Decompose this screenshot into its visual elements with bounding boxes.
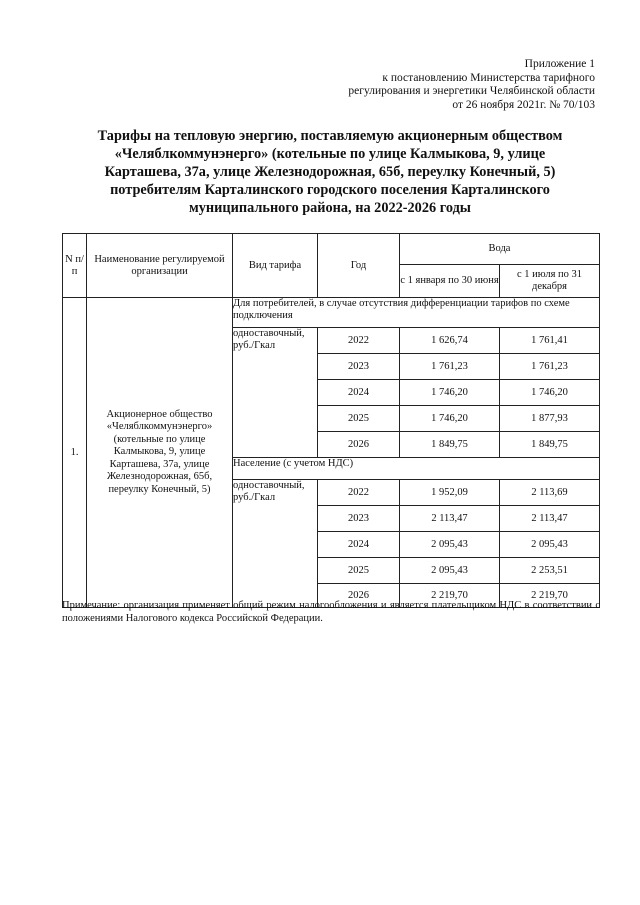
header-org: Наименование регулируемой организации: [87, 234, 233, 298]
footnote: Примечание: организация применяет общий режим налогообложения и является плательщиком НДС в соответствии с положениями Налогового кодекса Российской Федерации.: [62, 600, 600, 624]
year-cell: 2024: [318, 532, 400, 558]
appendix-line: от 26 ноября 2021г. № 70/103: [452, 98, 595, 111]
year-cell: 2026: [318, 432, 400, 458]
appendix-line: к постановлению Министерства тарифного: [382, 71, 595, 84]
document-title: [60, 127, 600, 217]
header-year: Год: [318, 234, 400, 298]
value-cell: 2 113,47: [500, 506, 600, 532]
appendix-line: Приложение 1: [524, 58, 595, 70]
value-cell: 2 219,70: [400, 584, 500, 608]
org-name: Акционерное общество «Челяблкоммунэнерго» (котельные по улице Калмыкова, 9, улице Карташева, 37а, улице Железнодорожная, 65б, переулку Конечный, 5): [87, 298, 233, 608]
value-cell: 2 095,43: [500, 532, 600, 558]
value-cell: 1 877,93: [500, 406, 600, 432]
value-cell: 1 952,09: [400, 480, 500, 506]
header-water: Вода: [400, 234, 600, 265]
year-cell: 2026: [318, 584, 400, 608]
title-line: Тарифы на тепловую энергию, поставляемую акционерным обществом: [97, 128, 563, 144]
title-line: «Челяблкоммунэнерго» (котельные по улице Калмыкова, 9, улице: [114, 146, 546, 162]
value-cell: 2 253,51: [500, 558, 600, 584]
value-cell: 1 626,74: [400, 328, 500, 354]
value-cell: 1 746,20: [400, 380, 500, 406]
year-cell: 2022: [318, 328, 400, 354]
value-cell: 2 219,70: [500, 584, 600, 608]
value-cell: 1 746,20: [400, 406, 500, 432]
year-cell: 2022: [318, 480, 400, 506]
value-cell: 1 761,41: [500, 328, 600, 354]
appendix-line: регулирования и энергетики Челябинской области: [348, 85, 595, 97]
value-cell: 2 095,43: [400, 532, 500, 558]
value-cell: 2 113,47: [400, 506, 500, 532]
year-cell: 2023: [318, 354, 400, 380]
title-line: Карташева, 37а, улице Железнодорожная, 65б, переулку Конечный, 5): [104, 164, 556, 180]
value-cell: 1 849,75: [500, 432, 600, 458]
header-period-1: с 1 января по 30 июня: [400, 265, 500, 298]
section-title: Для потребителей, в случае отсутствия дифференциации тарифов по схеме подключения: [233, 298, 600, 328]
value-cell: 1 761,23: [400, 354, 500, 380]
year-cell: 2025: [318, 558, 400, 584]
value-cell: 1 746,20: [500, 380, 600, 406]
value-cell: 1 849,75: [400, 432, 500, 458]
header-number: N п/п: [63, 234, 87, 298]
tariff-type: одноставочный, руб./Гкал: [233, 480, 318, 608]
header-period-2: с 1 июля по 31 декабря: [500, 265, 600, 298]
value-cell: 2 095,43: [400, 558, 500, 584]
year-cell: 2023: [318, 506, 400, 532]
tariff-table: [62, 233, 600, 608]
year-cell: 2024: [318, 380, 400, 406]
value-cell: 1 761,23: [500, 354, 600, 380]
title-line: муниципального района, на 2022-2026 годы: [189, 200, 471, 216]
section-title: Население (с учетом НДС): [233, 458, 600, 480]
value-cell: 2 113,69: [500, 480, 600, 506]
year-cell: 2025: [318, 406, 400, 432]
title-line: потребителям Карталинского городского поселения Карталинского: [110, 182, 550, 198]
header-tariff-type: Вид тарифа: [233, 234, 318, 298]
tariff-type: одноставочный, руб./Гкал: [233, 328, 318, 458]
appendix-header: [295, 58, 595, 112]
row-number: 1.: [63, 298, 87, 608]
